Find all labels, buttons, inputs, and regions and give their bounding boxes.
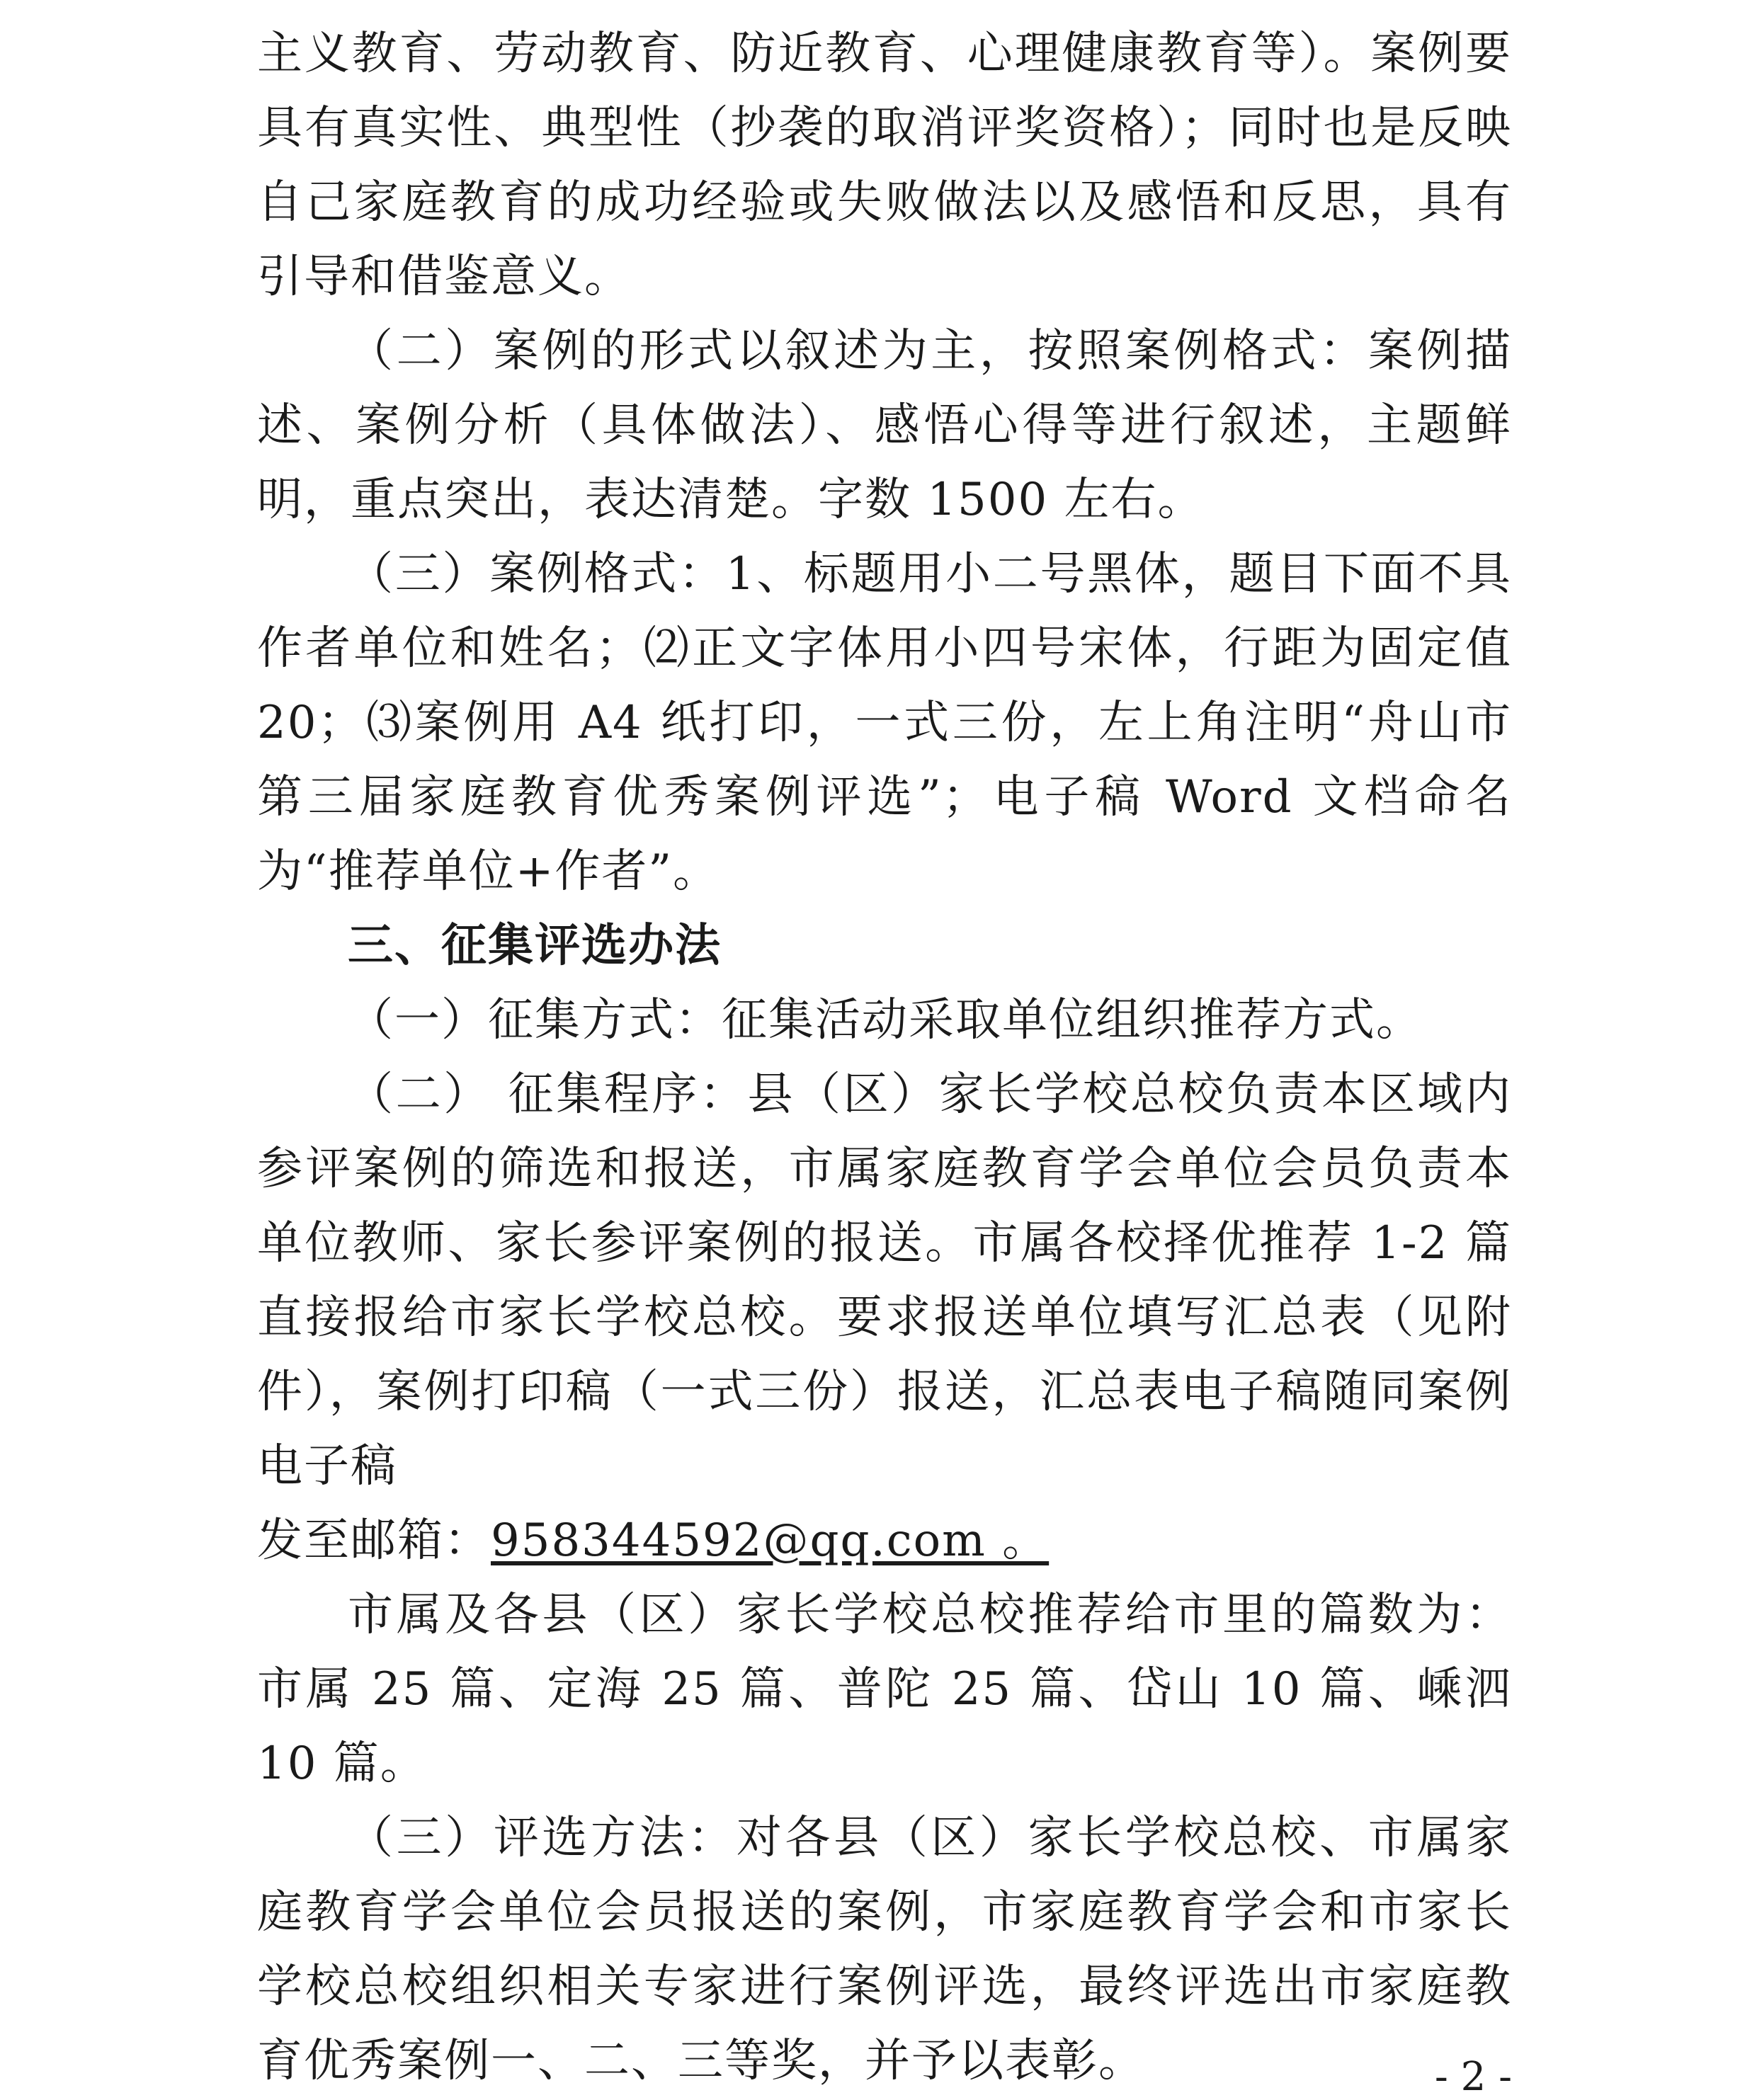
paragraph-selection-method: （三）评选方法：对各县（区）家长学校总校、市属家庭教育学会单位会员报送的案例，市家庭教育学会和市家长学校总校组织相关专家进行案例评选，最终评选出市家庭教育优秀案例一、二、三等奖，并予以表彰。 xyxy=(257,1812,1512,2087)
paragraph-recommend-counts: 市属及各县（区）家长学校总校推荐给市里的篇数为：市属 25 篇、定海 25 篇、普陀 25 篇、岱山 10 篇、嵊泗 10 篇。 xyxy=(257,1589,1512,1790)
email-prefix: 发至邮箱： xyxy=(257,1514,491,1567)
paragraph-collection-method: （一）征集方式：征集活动采取单位组织推荐方式。 xyxy=(348,994,1423,1046)
paragraph-case-form: （二）案例的形式以叙述为主，按照案例格式：案例描述、案例分析（具体做法）、感悟心得等进行叙述，主题鲜明，重点突出，表达清楚。字数 1500 左右。 xyxy=(257,325,1512,526)
body-text xyxy=(257,17,1512,2099)
paragraph-case-format: （三）案例格式：1、标题用小二号黑体，题目下面不具作者单位和姓名；⑵正文字体用小四号宋体，行距为固定值 20；⑶案例用 A4 纸打印，一式三份，左上角注明“舟山市第三届家庭教育优秀案例评选”；电子稿 Word 文档命名为“推荐单位+作者”。 xyxy=(257,548,1512,898)
paragraph-collection-procedure: （二） 征集程序：县（区）家长学校总校负责本区域内参评案例的筛选和报送，市属家庭教育学会单位会员负责本单位教师、家长参评案例的报送。市属各校择优推荐 1-2 篇直接报给市家长学校总校。要求报送单位填写汇总表（见附件），案例打印稿（一式三份）报送，汇总表电子稿随同案例电子稿 xyxy=(257,1068,1512,1493)
section-heading: 三、征集评选办法 xyxy=(348,920,722,972)
email-link[interactable]: 958344592@qq.com 。 xyxy=(491,1514,1050,1567)
paragraph-continued: 主义教育、劳动教育、防近教育、心理健康教育等）。案例要具有真实性、典型性（抄袭的取消评奖资格）；同时也是反映自己家庭教育的成功经验或失败做法以及感悟和反思，具有引导和借鉴意义。 xyxy=(257,28,1512,303)
page-number: - 2 - xyxy=(1434,2054,1512,2100)
email-line xyxy=(257,1504,1512,1578)
